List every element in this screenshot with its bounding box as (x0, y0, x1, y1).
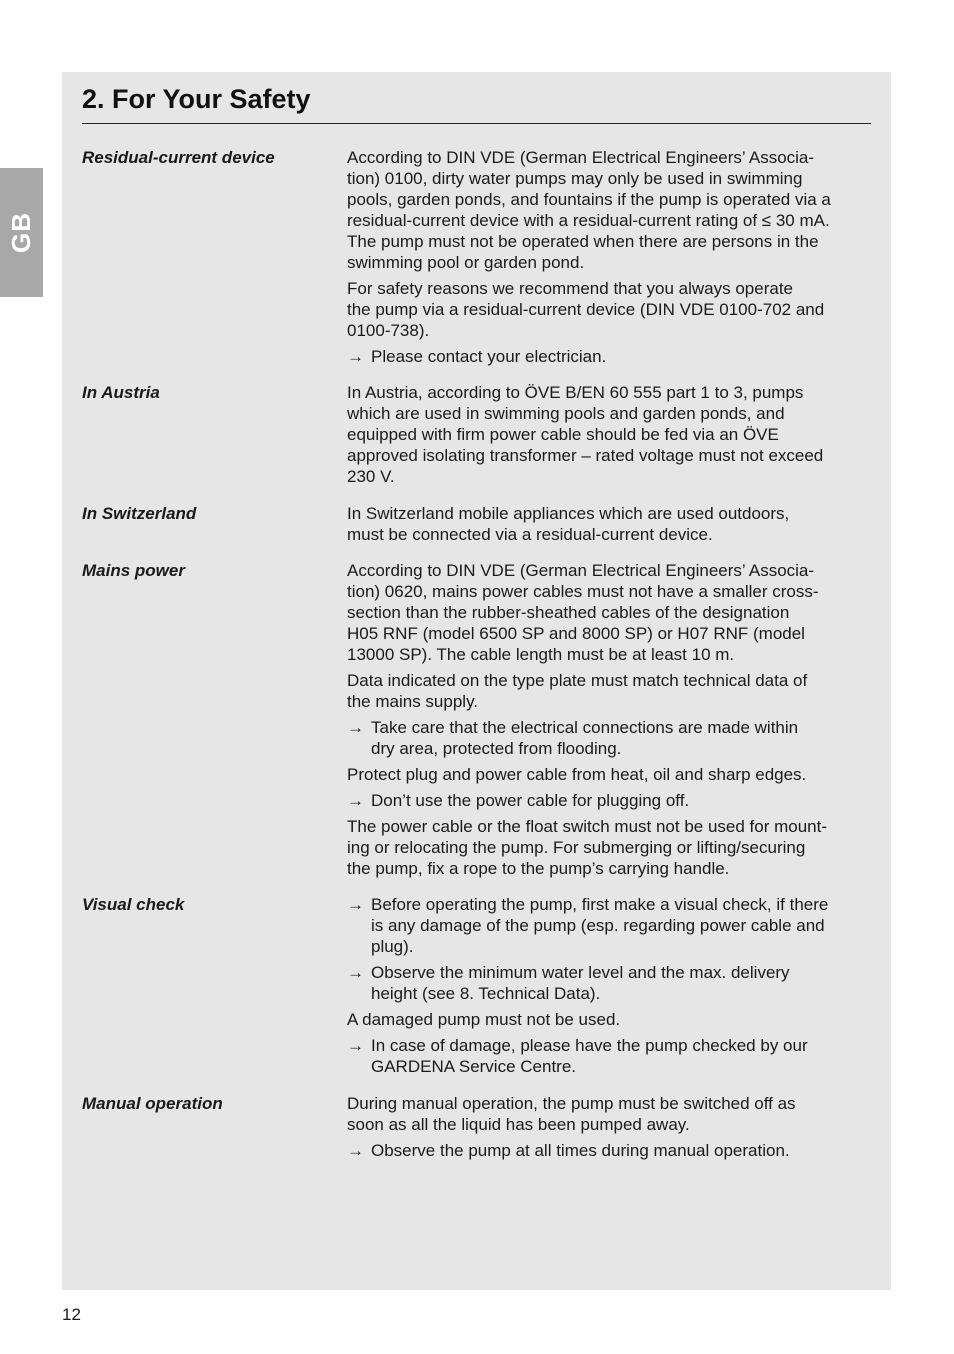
arrow-icon: → (347, 347, 364, 366)
section-body (347, 894, 873, 1082)
page-title: 2. For Your Safety (82, 84, 311, 114)
section-body (347, 382, 873, 492)
instruction-item (347, 894, 873, 957)
section-label: In Switzerland (82, 504, 197, 523)
instruction-item (347, 1035, 873, 1077)
section-label: Mains power (82, 561, 185, 580)
paragraph: For safety reasons we recommend that you always operate the pump via a residual-current device (DIN VDE 0100-702 and 0100-738). (347, 279, 825, 340)
title-divider (82, 123, 871, 124)
instruction-item (347, 790, 873, 811)
instruction-item (347, 346, 873, 367)
paragraph: According to DIN VDE (German Electrical Engineers’ Associa- tion) 0100, dirty water pumps may only be used in swimming pools, garden ponds, and fountains if the pump is operated via a residual-current device with a residual-current rating of ≤ 30 mA. The pump must not be operated when there are persons in the swimming pool or garden pond. (347, 148, 831, 272)
language-tab (0, 168, 43, 297)
instruction-text: Observe the minimum water level and the max. delivery height (see 8. Technical Data). (371, 963, 790, 1003)
content-panel (62, 72, 891, 1290)
paragraph: According to DIN VDE (German Electrical Engineers’ Associa- tion) 0620, mains power cables must not have a smaller cross- section than the rubber-sheathed cables of the designation H05 RNF (model 6500 SP and 8000 SP) or H07 RNF (model 13000 SP). The cable length must be at least 10 m. (347, 561, 819, 664)
section-body (347, 147, 873, 372)
paragraph: Data indicated on the type plate must match technical data of the mains supply. (347, 671, 808, 711)
section-label: In Austria (82, 383, 160, 402)
language-tab-label: GB (6, 212, 36, 253)
arrow-icon: → (347, 718, 364, 737)
arrow-icon: → (347, 1036, 364, 1055)
instruction-item (347, 717, 873, 759)
instruction-text: In case of damage, please have the pump checked by our GARDENA Service Centre. (371, 1036, 808, 1076)
paragraph: In Austria, according to ÖVE B/EN 60 555 part 1 to 3, pumps which are used in swimming pools and garden ponds, and equipped with firm power cable should be fed via an ÖVE approved isolating transformer – rated voltage must not exceed 230 V. (347, 383, 824, 486)
instruction-text: Don’t use the power cable for plugging off. (371, 791, 690, 810)
arrow-icon: → (347, 895, 364, 914)
section-label: Manual operation (82, 1094, 223, 1113)
section-label: Visual check (82, 895, 185, 914)
paragraph: The power cable or the float switch must not be used for mount- ing or relocating the pump. For submerging or lifting/securing the pump, fix a rope to the pump’s carrying handle. (347, 817, 828, 878)
instruction-text: Before operating the pump, first make a visual check, if there is any damage of the pump (esp. regarding power cable and plug). (371, 895, 829, 956)
instruction-text: Please contact your electrician. (371, 347, 607, 366)
paragraph: A damaged pump must not be used. (347, 1010, 621, 1029)
arrow-icon: → (347, 1141, 364, 1160)
page-number: 12 (62, 1305, 81, 1324)
instruction-text: Observe the pump at all times during manual operation. (371, 1141, 790, 1160)
section-body (347, 1093, 873, 1166)
arrow-icon: → (347, 791, 364, 810)
instruction-item (347, 962, 873, 1004)
paragraph: Protect plug and power cable from heat, oil and sharp edges. (347, 765, 807, 784)
instruction-item (347, 1140, 873, 1161)
section-label: Residual-current device (82, 148, 275, 167)
instruction-text: Take care that the electrical connections are made within dry area, protected from flooding. (371, 718, 799, 758)
paragraph: During manual operation, the pump must be switched off as soon as all the liquid has been pumped away. (347, 1094, 796, 1134)
section-body (347, 503, 873, 550)
arrow-icon: → (347, 963, 364, 982)
paragraph: In Switzerland mobile appliances which are used outdoors, must be connected via a residual-current device. (347, 504, 790, 544)
section-body (347, 560, 873, 884)
